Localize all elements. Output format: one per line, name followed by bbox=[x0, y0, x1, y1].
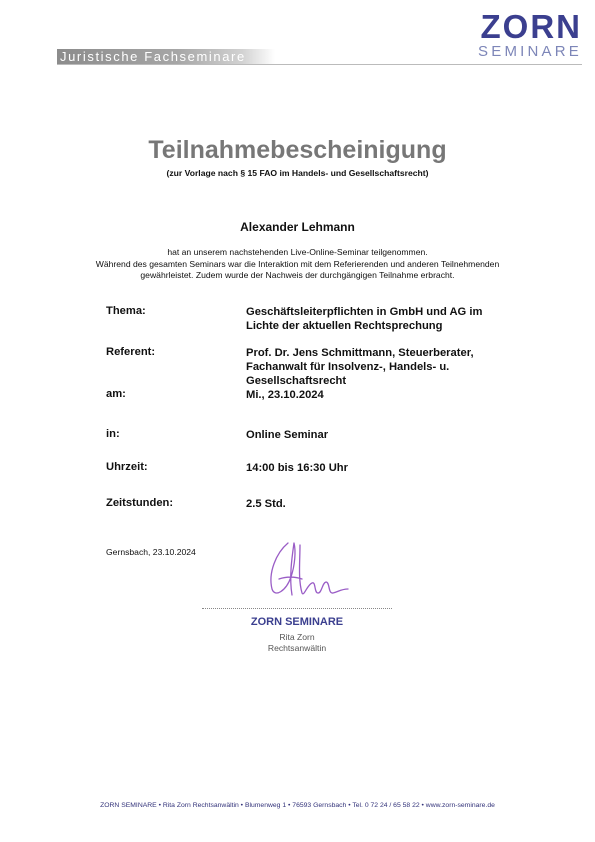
logo-sub: SEMINARE bbox=[478, 43, 582, 60]
hours-label: Zeitstunden: bbox=[106, 497, 174, 509]
time-value: 14:00 bis 16:30 Uhr bbox=[246, 462, 348, 474]
hours-value: 2.5 Std. bbox=[246, 498, 286, 510]
date-label: am: bbox=[106, 388, 126, 400]
referent-line-2: Fachanwalt für Insolvenz-, Handels- u. bbox=[246, 361, 450, 373]
thema-label: Thema: bbox=[106, 305, 146, 317]
signatory bbox=[197, 632, 397, 654]
referent-line-1: Prof. Dr. Jens Schmittmann, Steuerberater, bbox=[246, 347, 474, 359]
intro-text bbox=[24, 247, 571, 282]
document-title: Teilnahmebescheinigung bbox=[148, 136, 447, 164]
location-label: in: bbox=[106, 428, 120, 440]
signatory-name: Rita Zorn bbox=[279, 632, 315, 642]
signatory-title: Rechtsanwältin bbox=[267, 643, 327, 653]
referent-value bbox=[246, 346, 526, 388]
header-banner-text: Juristische Fachseminare bbox=[60, 49, 246, 64]
logo-name: ZORN bbox=[480, 8, 582, 45]
document-subtitle: (zur Vorlage nach § 15 FAO im Handels- und Gesellschaftsrecht) bbox=[166, 168, 429, 178]
place-date: Gernsbach, 23.10.2024 bbox=[106, 547, 196, 557]
signature-line bbox=[202, 608, 392, 609]
signature-company: ZORN SEMINARE bbox=[250, 616, 344, 628]
referent-label: Referent: bbox=[106, 346, 156, 358]
referent-line-3: Gesellschaftsrecht bbox=[246, 375, 347, 387]
location-value: Online Seminar bbox=[246, 429, 329, 441]
thema-line-1: Geschäftsleiterpflichten in GmbH und AG im bbox=[246, 306, 483, 318]
date-value: Mi., 23.10.2024 bbox=[246, 389, 324, 401]
intro-line-3: gewährleistet. Zudem wurde der Nachweis der durchgängigen Teilnahme erbracht. bbox=[140, 270, 455, 281]
thema-value bbox=[246, 305, 526, 333]
handwritten-signature bbox=[262, 537, 352, 603]
intro-line-2: Während des gesamten Seminars war die Interaktion mit dem Referierenden und anderen Teilnehmenden bbox=[95, 258, 500, 269]
participant-name: Alexander Lehmann bbox=[240, 220, 355, 234]
footer-contact: ZORN SEMINARE • Rita Zorn Rechtsanwältin • Blumenweg 1 • 76593 Gernsbach • Tel. 0 72 24 / 65 58 22 • www.zorn-seminare.de bbox=[100, 802, 495, 809]
thema-line-2: Lichte der aktuellen Rechtsprechung bbox=[246, 320, 443, 332]
header-rule bbox=[57, 64, 582, 65]
intro-line-1: hat an unserem nachstehenden Live-Online-Seminar teilgenommen. bbox=[167, 247, 428, 257]
zorn-logo bbox=[452, 10, 582, 60]
time-label: Uhrzeit: bbox=[106, 461, 148, 473]
